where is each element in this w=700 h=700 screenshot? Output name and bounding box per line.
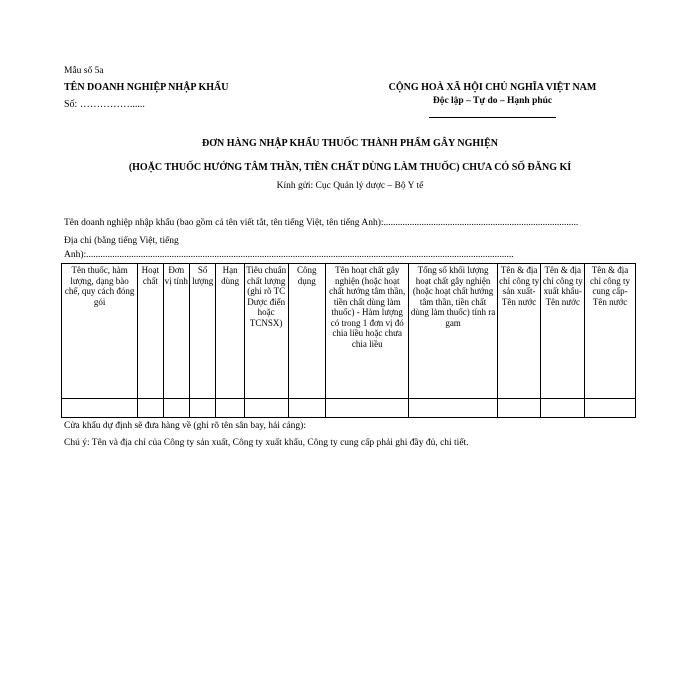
table-cell	[497, 399, 541, 418]
nation-title: CỘNG HOÀ XÃ HỘI CHỦ NGHĨA VIỆT NAM	[388, 82, 597, 93]
column-header-narcotic-ingredient: Tên hoạt chất gây nghiện (hoặc hoạt chất hướng tâm thần, tiền chất dùng làm thuốc) - Hàm lượng có trong 1 đơn vị đó chia liều hoặc chưa chia liều	[326, 264, 409, 399]
table-cell	[288, 399, 326, 418]
table-cell	[585, 399, 636, 418]
document-title: ĐƠN HÀNG NHẬP KHẨU THUỐC THÀNH PHẨM GÂY NGHIỆN	[202, 138, 498, 149]
national-motto: Độc lập – Tự do – Hạnh phúc	[432, 96, 553, 106]
company-name-heading: TÊN DOANH NGHIỆP NHẬP KHẨU	[64, 82, 229, 93]
column-header-unit: Đơn vị tính	[163, 264, 189, 399]
table-cell	[326, 399, 409, 418]
order-table	[61, 263, 636, 418]
address-field-continuation: Anh):....................................................................................................................................................................................	[64, 250, 514, 260]
table-cell	[409, 399, 497, 418]
table-cell	[216, 399, 244, 418]
table-cell	[541, 399, 585, 418]
column-header-manufacturer: Tên & địa chỉ công ty sản xuất-Tên nước	[497, 264, 541, 399]
note-line: Chú ý: Tên và địa chỉ của Công ty sản xuất, Công ty xuất khẩu, Công ty cung cấp phải ghi đầy đủ, chi tiết.	[64, 438, 469, 448]
address-field-label: Địa chỉ (bằng tiếng Việt, tiếng	[64, 236, 179, 246]
table-cell	[163, 399, 189, 418]
column-header-quantity: Số lượng	[189, 264, 215, 399]
form-code: Mẫu số 5a	[64, 66, 104, 76]
column-header-total-mass: Tổng số khối lượng hoạt chất gây nghiện (hoặc hoạt chất hướng tâm thần, tiền chất dùng làm thuốc) tính ra gam	[409, 264, 497, 399]
column-header-exporter: Tên & địa chỉ công ty xuất khẩu-Tên nước	[541, 264, 585, 399]
column-header-supplier: Tên & địa chỉ công ty cung cấp- Tên nước	[585, 264, 636, 399]
document-number: Số: ……………......	[64, 99, 145, 110]
recipient-line: Kính gửi: Cục Quản lý dược – Bộ Y tế	[276, 181, 424, 191]
table-cell	[244, 399, 288, 418]
column-header-active-ingredient: Hoạt chất	[138, 264, 163, 399]
company-name-field: Tên doanh nghiệp nhập khẩu (bao gồm cả tên viết tắt, tên tiếng Việt, tên tiếng Anh):..................................................................................	[64, 218, 579, 228]
border-gate-line: Cửa khẩu dự định sẽ đưa hàng về (ghi rõ tên sân bay, hải cảng):	[64, 421, 306, 431]
table-cell	[138, 399, 163, 418]
table-row	[62, 399, 636, 418]
document-subtitle: (HOẶC THUỐC HƯỚNG TÂM THẦN, TIỀN CHẤT DÙNG LÀM THUỐC) CHƯA CÓ SỐ ĐĂNG KÍ	[128, 162, 572, 173]
table-cell	[189, 399, 215, 418]
table-cell	[62, 399, 138, 418]
column-header-expiry: Hạn dùng	[216, 264, 244, 399]
column-header-usage: Công dụng	[288, 264, 326, 399]
motto-underline	[429, 117, 556, 118]
column-header-quality-standard: Tiêu chuẩn chất lượng (ghi rõ TC Dược điển hoặc TCNSX)	[244, 264, 288, 399]
table-header-row	[62, 264, 636, 399]
column-header-drug-name: Tên thuốc, hàm lượng, dạng bào chế, quy cách đóng gói	[62, 264, 138, 399]
